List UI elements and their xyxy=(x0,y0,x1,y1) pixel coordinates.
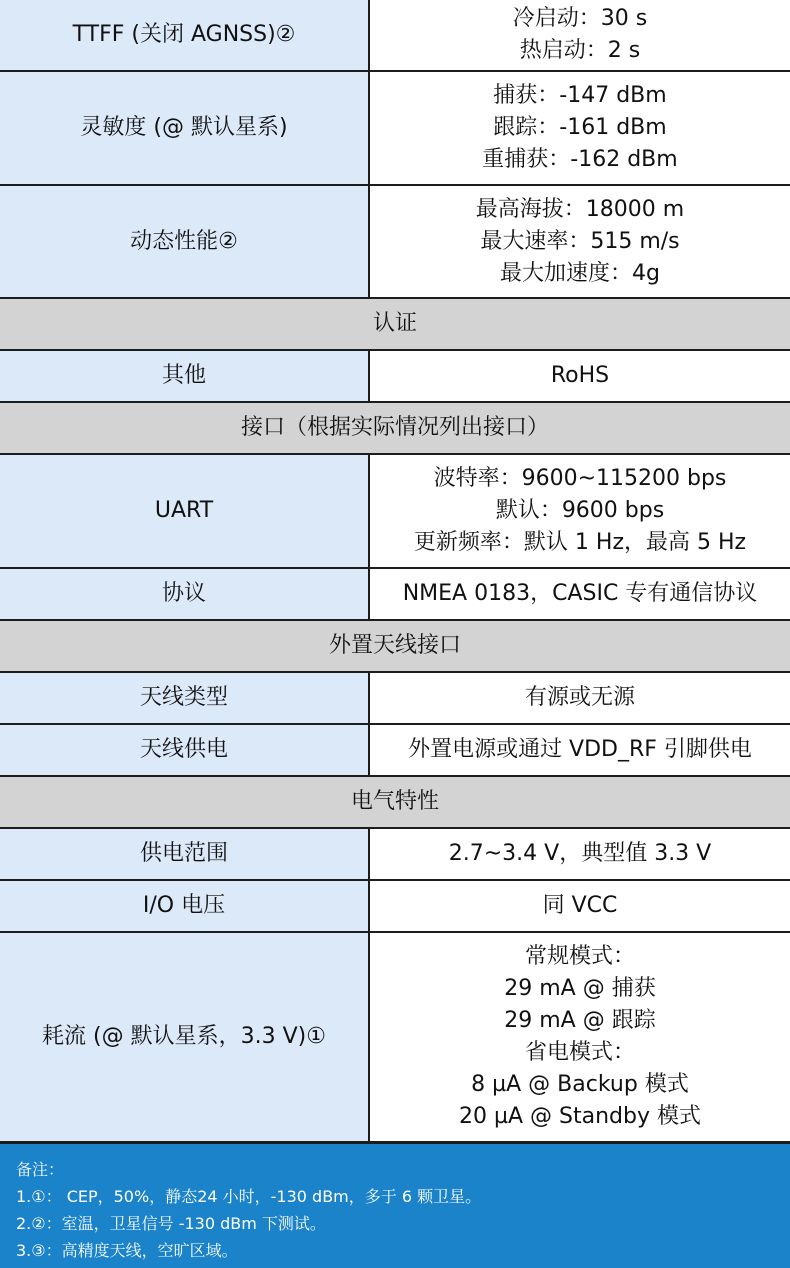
row-value-uart xyxy=(369,454,790,568)
table-row-uart xyxy=(0,454,790,568)
row-value-dynamics xyxy=(369,185,790,298)
row-value-current xyxy=(369,932,790,1142)
row-label-current: 耗流 (@ 默认星系，3.3 V)① xyxy=(0,932,369,1142)
value-line: 最大加速度：4g xyxy=(500,260,660,286)
notes-panel xyxy=(0,1142,790,1268)
row-label-dynamics: 动态性能② xyxy=(0,185,369,298)
value-line: 常规模式： xyxy=(524,944,635,969)
section-header-certification: 认证 xyxy=(0,298,790,350)
row-label-sensitivity: 灵敏度 (@ 默认星系) xyxy=(0,71,369,185)
table-row-current xyxy=(0,932,790,1142)
note-item: 3.③：高精度天线，空旷区域。 xyxy=(16,1241,238,1260)
value-line: 重捕获：-162 dBm xyxy=(482,147,678,172)
section-row-certification xyxy=(0,298,790,350)
value-line: 最高海拔：18000 m xyxy=(475,196,685,222)
section-row-electrical xyxy=(0,776,790,828)
row-label-ttff: TTFF (关闭 AGNSS)② xyxy=(0,0,369,71)
row-value-antenna-power: 外置电源或通过 VDD_RF 引脚供电 xyxy=(369,724,790,776)
row-value-supply-range: 2.7~3.4 V，典型值 3.3 V xyxy=(369,828,790,880)
row-value-other: RoHS xyxy=(369,350,790,402)
row-label-antenna-power: 天线供电 xyxy=(0,724,369,776)
value-line: 8 µA @ Backup 模式 xyxy=(471,1072,689,1097)
value-line: 跟踪：-161 dBm xyxy=(493,115,667,140)
value-line: 更新频率：默认 1 Hz，最高 5 Hz xyxy=(413,530,747,555)
note-item: 1.①： CEP，50%，静态24 小时，-130 dBm，多于 6 颗卫星。 xyxy=(16,1187,482,1206)
value-line: 省电模式： xyxy=(524,1040,635,1065)
row-value-protocol: NMEA 0183，CASIC 专有通信协议 xyxy=(369,568,790,620)
value-line: 默认：9600 bps xyxy=(495,498,665,523)
table-row-io-voltage xyxy=(0,880,790,932)
row-label-other: 其他 xyxy=(0,350,369,402)
value-line: 波特率：9600~115200 bps xyxy=(433,466,727,491)
value-line: 29 mA @ 捕获 xyxy=(504,976,656,1001)
row-label-protocol: 协议 xyxy=(0,568,369,620)
table-row-other xyxy=(0,350,790,402)
table-row-protocol xyxy=(0,568,790,620)
table-row-antenna-power xyxy=(0,724,790,776)
table-row-ttff xyxy=(0,0,790,71)
row-value-io-voltage: 同 VCC xyxy=(369,880,790,932)
row-label-antenna-type: 天线类型 xyxy=(0,672,369,724)
note-item: 2.②：室温，卫星信号 -130 dBm 下测试。 xyxy=(16,1214,326,1233)
table-row-dynamics xyxy=(0,185,790,298)
notes-title: 备注： xyxy=(16,1160,65,1179)
row-label-supply-range: 供电范围 xyxy=(0,828,369,880)
row-label-io-voltage: I/O 电压 xyxy=(0,880,369,932)
section-row-antenna xyxy=(0,620,790,672)
section-header-interface: 接口（根据实际情况列出接口） xyxy=(0,402,790,454)
row-label-uart: UART xyxy=(0,454,369,568)
value-line: 最大速率：515 m/s xyxy=(480,228,680,254)
value-line: 捕获：-147 dBm xyxy=(493,83,667,108)
value-line: 热启动：2 s xyxy=(519,38,641,63)
value-line: 冷启动：30 s xyxy=(512,6,648,31)
row-value-ttff xyxy=(369,0,790,71)
section-header-electrical: 电气特性 xyxy=(0,776,790,828)
row-value-antenna-type: 有源或无源 xyxy=(369,672,790,724)
row-value-sensitivity xyxy=(369,71,790,185)
table-row-antenna-type xyxy=(0,672,790,724)
section-row-interface xyxy=(0,402,790,454)
value-line: 29 mA @ 跟踪 xyxy=(504,1008,656,1033)
table-row-sensitivity xyxy=(0,71,790,185)
table-row-supply-range xyxy=(0,828,790,880)
section-header-antenna: 外置天线接口 xyxy=(0,620,790,672)
value-line: 20 µA @ Standby 模式 xyxy=(459,1104,701,1129)
